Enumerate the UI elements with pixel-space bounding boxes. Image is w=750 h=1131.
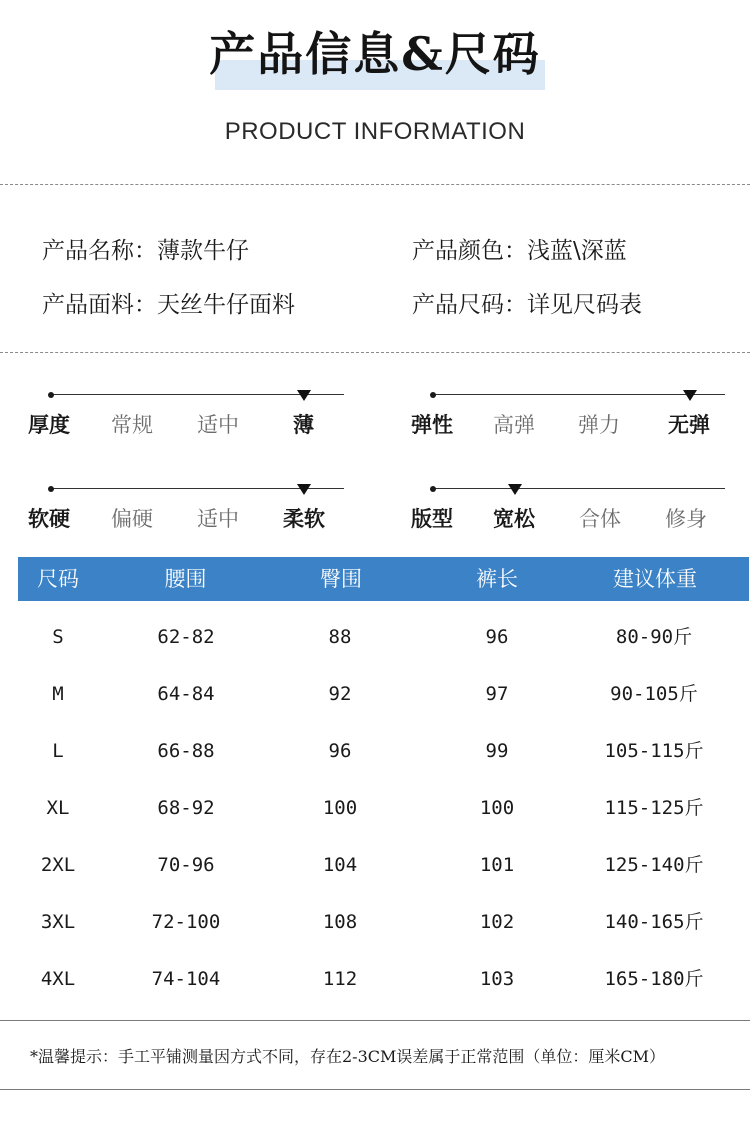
- column-header-hip: 臀围: [320, 567, 362, 591]
- scale-start-dot: [430, 486, 436, 492]
- fit-label: 版型: [411, 507, 453, 531]
- scale-start-dot: [48, 486, 54, 492]
- page-title: 产品信息&尺码: [209, 27, 541, 81]
- cell-length: 101: [479, 854, 515, 876]
- fit-option: 修身: [665, 507, 707, 531]
- elasticity-option: 高弹: [493, 413, 535, 437]
- cell-size: 2XL: [40, 854, 76, 876]
- scale-line: [433, 394, 725, 395]
- product-name: 产品名称：薄款牛仔: [42, 238, 249, 264]
- cell-waist: 72-100: [151, 911, 221, 933]
- cell-weight: 115-125斤: [604, 797, 704, 819]
- cell-waist: 74-104: [151, 968, 221, 990]
- cell-weight: 125-140斤: [604, 854, 704, 876]
- cell-weight: 165-180斤: [604, 968, 704, 990]
- product-color: 产品颜色：浅蓝\深蓝: [412, 238, 627, 264]
- cell-hip: 100: [322, 797, 358, 819]
- cell-size: L: [52, 740, 64, 762]
- cell-length: 99: [485, 740, 509, 762]
- elasticity-label: 弹性: [411, 413, 453, 437]
- cell-length: 103: [479, 968, 515, 990]
- cell-size: 3XL: [40, 911, 76, 933]
- cell-weight: 90-105斤: [610, 683, 698, 705]
- softness-option: 偏硬: [111, 507, 153, 531]
- cell-weight: 105-115斤: [604, 740, 704, 762]
- dashed-divider: [0, 352, 750, 353]
- cell-waist: 64-84: [157, 683, 215, 705]
- column-header-size: 尺码: [37, 567, 79, 591]
- scale-line: [433, 488, 725, 489]
- cell-waist: 66-88: [157, 740, 215, 762]
- page-subtitle: PRODUCT INFORMATION: [224, 118, 526, 145]
- cell-length: 96: [485, 626, 509, 648]
- softness-label: 软硬: [28, 507, 70, 531]
- scale-start-dot: [430, 392, 436, 398]
- thickness-option: 适中: [197, 413, 239, 437]
- cell-hip: 96: [328, 740, 352, 762]
- title-section: [0, 14, 750, 94]
- divider-line: [0, 1020, 750, 1021]
- fit-option: 合体: [579, 507, 621, 531]
- softness-option-selected: 柔软: [283, 507, 325, 531]
- scale-marker-icon: [297, 484, 311, 495]
- dashed-divider: [0, 184, 750, 185]
- cell-hip: 88: [328, 626, 352, 648]
- measurement-note: *温馨提示：手工平铺测量因方式不同，存在2-3CM误差属于正常范围（单位：厘米CM）: [30, 1047, 666, 1066]
- thickness-option: 常规: [111, 413, 153, 437]
- cell-size: XL: [46, 797, 70, 819]
- elasticity-option-selected: 无弹: [668, 413, 710, 437]
- cell-waist: 68-92: [157, 797, 215, 819]
- size-table-header: [18, 557, 749, 601]
- column-header-weight: 建议体重: [613, 567, 697, 591]
- cell-hip: 108: [322, 911, 358, 933]
- scale-marker-icon: [683, 390, 697, 401]
- scale-marker-icon: [508, 484, 522, 495]
- thickness-option-selected: 薄: [293, 413, 314, 437]
- cell-hip: 104: [322, 854, 358, 876]
- cell-length: 97: [485, 683, 509, 705]
- divider-line: [0, 1089, 750, 1090]
- elasticity-option: 弹力: [578, 413, 620, 437]
- cell-waist: 70-96: [157, 854, 215, 876]
- thickness-label: 厚度: [28, 413, 70, 437]
- cell-hip: 112: [322, 968, 358, 990]
- cell-hip: 92: [328, 683, 352, 705]
- product-size: 产品尺码：详见尺码表: [412, 292, 642, 318]
- column-header-length: 裤长: [476, 567, 518, 591]
- product-fabric: 产品面料：天丝牛仔面料: [42, 292, 295, 318]
- cell-size: S: [52, 626, 64, 648]
- cell-size: 4XL: [40, 968, 76, 990]
- fit-option-selected: 宽松: [493, 507, 535, 531]
- scale-marker-icon: [297, 390, 311, 401]
- scale-start-dot: [48, 392, 54, 398]
- cell-length: 100: [479, 797, 515, 819]
- cell-weight: 140-165斤: [604, 911, 704, 933]
- cell-size: M: [52, 683, 64, 705]
- column-header-waist: 腰围: [164, 567, 207, 591]
- cell-weight: 80-90斤: [615, 626, 693, 648]
- cell-length: 102: [479, 911, 515, 933]
- softness-option: 适中: [197, 507, 239, 531]
- cell-waist: 62-82: [157, 626, 215, 648]
